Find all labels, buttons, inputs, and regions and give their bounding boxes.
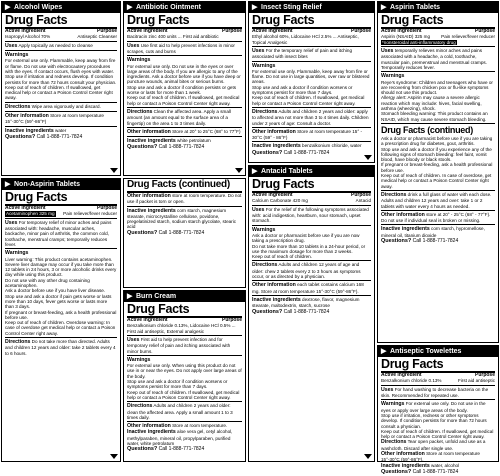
antibiotic-ointment-card: ▶ Antibiotic Ointment Drug Facts Active ingredient Purpose Bacitracin zinc 400 units ... First aid antibiotic Uses Use first aid to help prevent infections in minor scrapes, cuts and burns Warnings For external use only. Do not use in the eyes or over large areas of the body. If you are allergic to any of the ingredients. Ask a doctor before use if you have deep or puncture wounds, animal bites or serious burns. Stop use and ask a doctor if condition persists or gets worse or lasts for more than 1 week. Keep out of reach of children. If swallowed, get medical help or contact a Poison Control Center right away. Directions Clean the affected area. Apply a small amount (an amount equal to the surface area of a fingertip) on the area 1 to 3 times daily. Other information Store at 20° to 25°C (68° to 77°F) Inactive ingredients white petrolatum Questions? Call 1-888-771-7824: [123, 1, 246, 176]
triangle-icon: [110, 454, 118, 459]
arrow-icon: ▶: [127, 293, 133, 300]
aspirin-tablets-card: ▶ Aspirin Tablets Drug Facts Active ingredient Purpose Aspirin (NSAID) 325 mg Pain reliever/fever reducer *nonsteroidal anti-inflammatory drug Uses temporarily relieves minor aches and pains associated with a headache, a cold, toothache, muscular pain, premenstrual and menstrual cramps. Temporarily reduces fever. Warnings Reye's syndrome: Children and teenagers who have or are recovering from chicken pox or flu-like symptoms should not use this product. Allergy alert: Aspirin may cause a severe allergic reaction which may include: hives, facial swelling, asthma (wheezing), shock. Stomach bleeding warning: This product contains an NSAID, which may cause severe stomach bleeding. Drug Facts (continued) Ask a doctor or pharmacist before use if you are taking a prescription drug for diabetes, gout, arthritis. Stop use and ask a doctor if you experience any of the following signs of stomach bleeding: feel faint, vomit blood, have bloody or black stools. If pregnant or breast-feeding, ask a health professional before use. Keep out of reach of children. In case of overdose, get medical help or contact a Poison Control Center right away. Directions drink a full glass of water with each dose. Adults and children 12 years and over: take 1 or 2 tablets with water every 4 hours as needed. Other information store at 20° - 25°C (68° - 77°F). Do not use if individual seal is broken or missing. Inactive ingredients corn starch, hypromellose, mineral oil, titanium dioxide Questions? Call 1-888-771-7824: [377, 1, 499, 343]
arrow-icon: ▶: [381, 348, 387, 355]
triangle-icon: [364, 454, 372, 459]
arrow-icon: ▶: [252, 4, 258, 11]
burn-cream-card: ▶ Burn Cream Drug Facts Active ingredient Purpose Benzalkonium chloride 0.13%, Lidocaine HCl 0.5% ... First aid antiseptic, External analgesic Uses First aid to help prevent infection and for temporary relief of pain and itching associated with minor burns. Warnings For external use only. When using this product do not use in or near the eyes. Do not apply over large areas of the body. Stop use and ask a doctor if condition worsens or symptoms persist for more than 7 days. Keep out of reach of children. If swallowed, get medical help or contact a Poison Control Center right away. Directions Adults and children 2 years and older: clean the affected area. Apply a small amount 1 to 3 times daily. Other information Store at room temperature. Inactive ingredients aloe vera gel, cetyl alcohol, methylparaben, mineral oil, propylparaben, purified water, white petrolatum Questions? Call 1-888-771-7824: [123, 290, 246, 462]
alcohol-wipes-card: ▶ Alcohol Wipes Drug Facts Active ingredient Purpose Isopropyl Alcohol 70% Antiseptic Cleanser Uses Apply topically as needed to cleanse Warnings For external use only. Flammable, keep away from fire or flame. Do not use with electrocautery procedures with the eyes. If contact occurs, flush eyes with water. Stop use if irritation and redness develop. If condition persists for more than 72 hours consult your physician. Keep out of reach of children. If swallowed, get medical help or contact a Poison Control Center right away. Directions Wipe area vigorously and discard. Other information Store at room temperature 15°-30°C (59°-86°F) Inactive ingredients water Questions? Call 1-888-771-7824: [1, 1, 121, 176]
arrow-icon: ▶: [5, 4, 11, 11]
drug-facts-heading: Drug Facts: [5, 13, 68, 27]
triangle-icon: [364, 155, 372, 160]
arrow-icon: ▶: [127, 4, 133, 11]
arrow-icon: ▶: [252, 168, 258, 175]
non-aspirin-tablets-card: ▶ Non-Aspirin Tablets Drug Facts Active ingredient Purpose Acetaminophen 325 mg Pain reliever/fever reducer Uses For temporary relief of minor aches and pains associated with: headache, muscular aches, backache, minor pain of arthritis, the common cold, toothache, menstrual cramps; temporarily reduces fever. Warnings Liver warning: This product contains acetaminophen. Severe liver damage may occur if you take more than 12 tablets in 24 hours, 3 or more alcoholic drinks every day while using this product. Do not use with any other drug containing acetaminophen. Ask a doctor before use if you have liver disease. Stop use and ask a doctor if pain gets worse or lasts more than 10 days, fever gets worse or lasts more than 3 days. If pregnant or breast-feeding, ask a health professional before use. Keep out of reach of children. Overdose warning: In case of overdose get medical help or contact a Poison Control Center right away. Directions Do not take more than directed. Adults and children 12 years and older: take 2 tablets every 4 to 6 hours.: [1, 178, 121, 462]
insect-sting-relief-card: ▶ Insect Sting Relief Drug Facts Active ingredient Purpose Ethyl alcohol 60%, Lidocaine HCl 2.5% ... Antiseptic, Topical Analgesic Uses For the temporary relief of pain and itching associated with insect bites Warnings For external use only. Flammable, keep away from fire or flame. Do not use in large quantities, over raw or blistered areas. Stop use and ask a doctor if condition worsens or symptoms persist for more than 7 days. Keep out of reach of children. If swallowed, get medical help or contact a Poison Control Center right away. Directions Adults and children 2 years and older: apply to affected area not more than 3 to 4 times daily. Children under 2 years of age: Consult a doctor. Other information Store at room temperature 15° - 30°C (59° - 86°F) Inactive ingredients benzalkonium chloride, water Questions? Call 1-888-771-7824: [248, 1, 375, 163]
antiseptic-towelettes-card: ▶ Antiseptic Towelettes Drug Facts Active ingredient Purpose Benzalkonium chloride 0.13% First aid antiseptic Uses For hand washing to decrease bacteria on the skin. Recommended for repeated use. Warnings For external use only. Do not use in the eyes or apply over large areas of the body. Stop use if irritation, redness or other symptoms develop. If condition persists for more than 72 hours consult a physician. Keep out of reach of children. If swallowed, get medical help or contact a Poison Control Center right away. Directions Tear open packet, unfold and use as a washcloth. Discard after single use. Other information Store at room temperature 15°-30°C (59°-86°F). Inactive ingredients water, alcohol Questions? Call 1-888-771-7824: [377, 345, 499, 462]
arrow-icon: ▶: [381, 4, 387, 11]
arrow-icon: ▶: [5, 181, 11, 188]
triangle-icon: [235, 168, 243, 173]
triangle-icon: [110, 168, 118, 173]
non-aspirin-continued-card: Drug Facts (continued) Other information store at room temperature. Do not use if packet is torn or open. Inactive ingredients corn starch, magnesium stearate, microcrystalline cellulose, povidone, pregelatinized starch, sodium starch glycolate, stearic acid Questions? Call 1-888-771-7824: [123, 178, 246, 288]
antacid-tablets-card: ▶ Antacid Tablets Drug Facts Active ingredient Purpose Calcium Carbonate 420 mg Antacid Uses For the relief of the following symptoms associated with: acid indigestion, heartburn, sour stomach, upset stomach. Warnings Ask a doctor or pharmacist before use if you are now taking a prescription drug. Do not take more than 10 tablets in a 24-hour period, or use the maximum dosage for more than 2 weeks. Keep out of reach of children. Directions Adults and children 12 years of age and older: chew 2 tablets every 2 to 3 hours as symptoms occur, or as directed by a physician. Other information each tablet contains calcium 168 mg. Store at room temperature 15°-30°C (59°-86°F). Inactive ingredients dextrose, flavor, magnesium stearate, maltodextrin, starch, sucrose Questions? Call 1-888-771-7824: [248, 165, 375, 462]
alcohol-wipes-header: ▶ Alcohol Wipes: [2, 2, 120, 13]
